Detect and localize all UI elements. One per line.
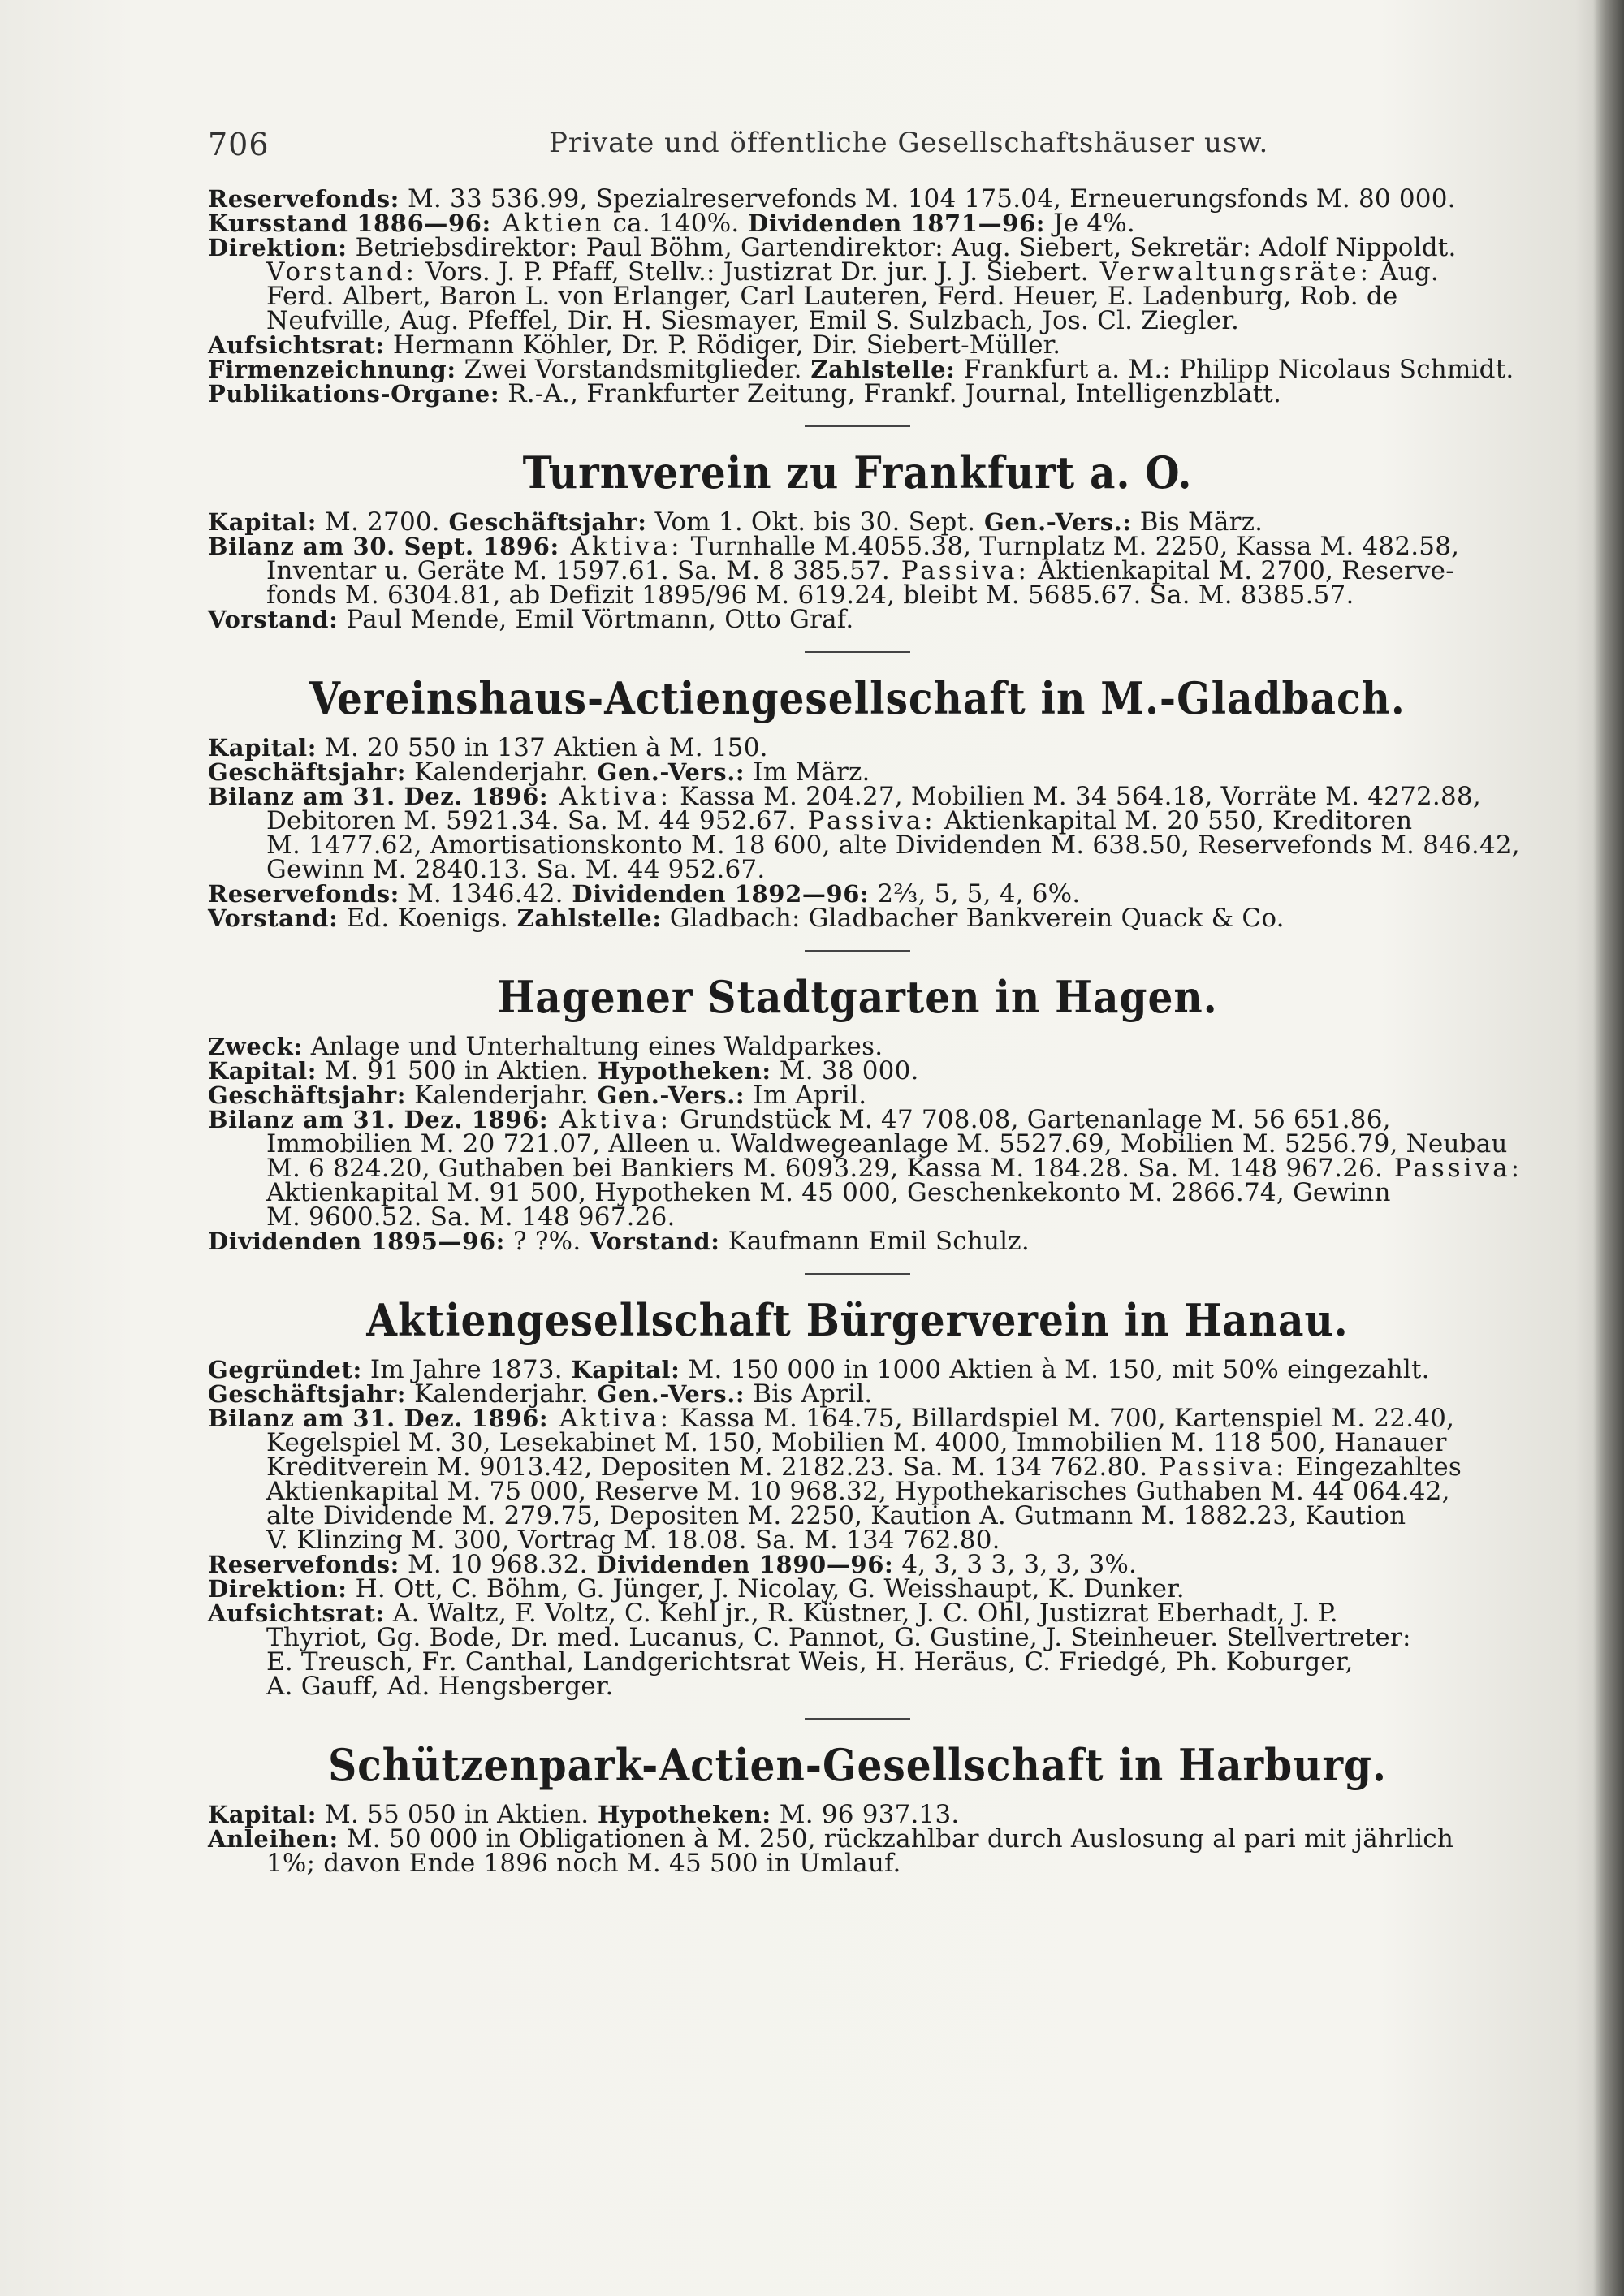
field-label: Direktion: [208,234,348,261]
text-line: Neufville, Aug. Pfeffel, Dir. H. Siesmayer, Emil S. Sulzbach, Jos. Cl. Ziegler. [266,306,1239,335]
text-line: A. Gauff, Ad. Hengsberger. [266,1672,614,1701]
field-value: M. 1346.42. [399,879,564,908]
section-divider [805,1273,910,1275]
field-label: Aufsichtsrat: [208,1599,385,1627]
field-label: Vorstand: [208,904,339,932]
entry-title: Hagener Stadtgarten in Hagen. [497,971,1218,1023]
field-value: Debitoren M. 5921.34. Sa. M. 44 952.67. [266,806,797,835]
field-value: 2⅔, 5, 5, 4, 6%. [869,879,1081,908]
field-value: Ed. Koenigs. [338,904,508,933]
entry-turnverein-frankfurt [208,448,1507,653]
text-line [208,1452,1507,1482]
section-divider [805,651,910,653]
field-label: Gen.-Vers.: [588,1380,745,1408]
field-value: Betriebsdirektor: Paul Böhm, Gartendirektor: Aug. Siebert, Sekretär: Adolf Nippoldt. [347,233,1457,262]
page-header [208,127,1504,167]
field-value: Paul Mende, Emil Vörtmann, Otto Graf. [338,605,854,634]
text-line [208,507,1507,537]
field-label: Vorstand: [581,1228,720,1255]
field-value: Turnhalle M.4055.38, Turnplatz M. 2250, Kassa M. 482.58, [682,532,1460,561]
field-label: Bilanz am 31. Dez. 1896: [208,783,549,810]
field-value: Kalenderjahr. [406,1081,589,1110]
field-label: Zahlstelle: [801,356,956,383]
entry-schuetzenpark-harburg [208,1739,1507,1878]
text-line: M. 1477.62, Amortisationskonto M. 18 600, alte Dividenden M. 638.50, Reservefonds M. 846.42, [266,831,1520,860]
field-value: Je 4%. [1045,209,1135,238]
field-value: Eingezahltes [1287,1452,1462,1482]
field-label: Dividenden 1890—96: [587,1551,894,1578]
entry-title: Vereinshaus-Actiengesellschaft in M.-Gladbach. [309,672,1406,724]
text-line: Kegelspiel M. 30, Lesekabinet M. 150, Mobilien M. 4000, Immobilien M. 118 500, Hanauer [266,1428,1447,1457]
field-value: Im März. [745,757,870,787]
entry-vereinshaus-gladbach [208,672,1520,952]
field-value: Hermann Köhler, Dr. P. Rödiger, Dir. Siebert-Müller. [384,330,1061,360]
field-label: Gen.-Vers.: [588,1081,745,1109]
text-line [208,1802,1507,1827]
text-line: alte Dividende M. 279.75, Depositen M. 2250, Kaution A. Gutmann M. 1882.23, Kaution [266,1501,1406,1530]
text-line [208,534,1507,559]
field-value: Aktienkapital M. 20 550, Kreditoren [935,806,1413,835]
text-line [208,257,1507,287]
text-line [208,1574,1507,1603]
text-line [208,1357,1507,1382]
field-value: Grundstück M. 47 708.08, Gartenanlage M. 56 651.86, [672,1105,1391,1134]
field-value: Kreditverein M. 9013.42, Depositen M. 2182.23. Sa. M. 134 762.80. [266,1452,1148,1482]
field-label: Reservefonds: [208,880,400,908]
field-label: Kapital: [208,1057,317,1085]
field-value: ? ?%. [504,1227,581,1256]
field-label: Reservefonds: [208,185,400,213]
field-value: M. 91 500 in Aktien. [317,1056,590,1085]
text-line [208,1034,1507,1059]
text-line: V. Klinzing M. 300, Vortrag M. 18.08. Sa. M. 134 762.80. [266,1526,1000,1555]
text-line [208,1824,1507,1854]
field-value: M. 20 550 in 137 Aktien à M. 150. [317,733,768,762]
field-label: Bilanz am 30. Sept. 1896: [208,533,559,560]
text-line [208,806,1507,835]
text-line [208,733,1507,762]
field-label: Gen.-Vers.: [975,508,1132,536]
field-value: Kaufmann Emil Schulz. [719,1227,1030,1256]
field-value: M. 150 000 in 1000 Aktien à M. 150, mit 50% eingezahlt. [680,1355,1430,1384]
field-value: R.-A., Frankfurter Zeitung, Frankf. Journal, Intelligenzblatt. [499,379,1282,408]
text-line [208,1552,1507,1577]
field-label: Aufsichtsrat: [208,331,385,359]
field-value: Aktienkapital M. 2700, Reserve- [1029,556,1454,585]
text-line [208,1107,1507,1132]
field-value: Vors. J. P. Pfaff, Stellv.: Justizrat Dr. jur. J. J. Siebert. [417,257,1089,287]
entry-title: Turnverein zu Frankfurt a. O. [522,447,1193,498]
text-line [208,607,1507,632]
field-value: Gladbach: Gladbacher Bankverein Quack & Co. [661,904,1285,933]
field-value: Im April. [745,1081,867,1110]
field-label: Geschäftsjahr: [208,1380,407,1408]
field-label: Geschäftsjahr: [208,1081,407,1109]
field-label: Zahlstelle: [508,904,662,932]
field-value: Frankfurt a. M.: Philipp Nicolaus Schmidt. [955,355,1514,384]
text-line: Immobilien M. 20 721.07, Alleen u. Waldwegeanlage M. 5527.69, Mobilien M. 5256.79, Neubau [266,1129,1508,1159]
spaced-word: Aktiva: [548,782,672,811]
field-label: Kapital: [208,508,317,536]
field-value: H. Ott, C. Böhm, G. Jünger, J. Nicolay, G. Weisshaupt, K. Dunker. [347,1574,1185,1603]
text-line: M. 9600.52. Sa. M. 148 967.26. [266,1202,676,1232]
spaced-word: Passiva: [1383,1154,1523,1183]
field-label: Kapital: [208,1801,317,1828]
field-value: Zwei Vorstandsmitglieder. [456,355,802,384]
field-label: Publikations-Organe: [208,380,500,408]
field-label: Firmenzeichnung: [208,356,456,383]
field-label: Dividenden 1892—96: [563,880,870,908]
field-label: Geschäftsjahr: [439,508,647,536]
entry-continuation [208,184,1514,427]
text-line [208,904,1507,933]
spaced-word: Vorstand: [266,257,418,287]
section-divider [805,425,910,427]
text-line [208,757,1507,787]
field-label: Kursstand 1886—96: [208,209,491,237]
field-value: M. 55 050 in Aktien. [317,1800,590,1829]
text-line [208,556,1507,585]
field-value: Anlage und Unterhaltung eines Waldparkes. [302,1032,883,1061]
field-label: Gegründet: [208,1356,362,1383]
field-label: Geschäftsjahr: [208,758,407,786]
section-divider [805,950,910,952]
field-value: 4, 3, 3 3, 3, 3, 3%. [893,1550,1138,1579]
field-label: Kapital: [562,1356,680,1383]
text-line [208,1081,1507,1110]
field-label: Hypotheken: [589,1057,771,1085]
page-number: 706 [208,127,270,162]
field-label: Bilanz am 31. Dez. 1896: [208,1405,549,1432]
text-line [208,1154,1523,1183]
field-value: Bis März. [1131,507,1263,537]
text-line: Aktienkapital M. 91 500, Hypotheken M. 45 000, Geschenkekonto M. 2866.74, Gewinn [266,1178,1391,1207]
spaced-word: Passiva: [889,556,1030,585]
spaced-word: Verwaltungsräte: [1088,257,1372,287]
field-value: Kassa M. 204.27, Mobilien M. 34 564.18, Vorräte M. 4272.88, [672,782,1481,811]
text-line [208,784,1507,809]
entry-buergerverein-hanau [208,1296,1507,1720]
text-line [208,1229,1507,1254]
text-line [208,209,1507,238]
field-label: Kapital: [208,734,317,762]
spaced-word: Aktiva: [559,532,683,561]
entry-hagener-stadtgarten [208,971,1523,1275]
field-label: Zweck: [208,1033,303,1060]
field-value: M. 10 968.32. [399,1550,588,1579]
text-line [208,1379,1507,1409]
field-label: Dividenden 1871—96: [739,209,1046,237]
section-divider [805,1718,910,1720]
spaced-word: Aktien [490,209,605,238]
field-label: Bilanz am 31. Dez. 1896: [208,1106,549,1133]
field-value: Aug. [1371,257,1439,287]
field-value: Inventar u. Geräte M. 1597.61. Sa. M. 8 385.57. [266,556,890,585]
field-value: Im Jahre 1873. [361,1355,563,1384]
field-value: M. 33 536.99, Spezialreservefonds M. 104 175.04, Erneuerungsfonds M. 80 000. [399,184,1456,214]
text-line: E. Treusch, Fr. Canthal, Landgerichtsrat Weis, H. Heräus, C. Friedgé, Ph. Koburger, [266,1647,1354,1677]
text-line [208,330,1507,360]
spaced-word: Aktiva: [548,1404,672,1433]
field-value: Kalenderjahr. [406,757,589,787]
text-line: fonds M. 6304.81, ab Defizit 1895/96 M. 619.24, bleibt M. 5685.67. Sa. M. 8385.57. [266,580,1354,610]
field-label: Gen.-Vers.: [588,758,745,786]
field-value: Kassa M. 164.75, Billardspiel M. 700, Kartenspiel M. 22.40, [672,1404,1455,1433]
entry-title: Aktiengesellschaft Bürgerverein in Hanau. [366,1294,1349,1346]
field-label: Hypotheken: [589,1801,771,1828]
spaced-word: Aktiva: [548,1105,672,1134]
text-line [208,184,1507,214]
text-line: Aktienkapital M. 75 000, Reserve M. 10 968.32, Hypothekarisches Guthaben M. 44 064.42, [266,1477,1450,1506]
field-label: Dividenden 1895—96: [208,1228,505,1255]
running-title: Private und öffentliche Gesellschaftshäuser usw. [549,127,1269,159]
entry-title: Schützenpark-Actien-Gesellschaft in Harburg. [328,1739,1387,1791]
text-line: 1%; davon Ende 1896 noch M. 45 500 in Umlauf. [266,1849,901,1878]
field-value: M. 6 824.20, Guthaben bei Bankiers M. 6093.29, Kassa M. 184.28. Sa. M. 148 967.26. [266,1154,1384,1183]
field-value: M. 2700. [317,507,440,537]
field-label: Vorstand: [208,606,339,633]
field-value: M. 38 000. [771,1056,919,1085]
field-value: Vom 1. Okt. bis 30. Sept. [646,507,976,537]
text-line [208,1599,1507,1628]
field-value: A. Waltz, F. Voltz, C. Kehl jr., R. Küstner, J. C. Ohl, Justizrat Eberhadt, J. P. [384,1599,1338,1628]
field-value: Bis April. [745,1379,873,1409]
field-value: M. 50 000 in Obligationen à M. 250, rückzahlbar durch Auslosung al pari mit jährlich [338,1824,1454,1854]
field-label: Anleihen: [208,1825,339,1853]
page-content [208,184,1523,1878]
text-line [208,379,1507,408]
field-value: Kalenderjahr. [406,1379,589,1409]
spaced-word: Passiva: [796,806,936,835]
text-line: Ferd. Albert, Baron L. von Erlanger, Carl Lauteren, Ferd. Heuer, E. Ladenburg, Rob. de [266,282,1398,311]
text-line [208,1406,1507,1431]
spaced-word: Passiva: [1147,1452,1288,1482]
field-value: M. 96 937.13. [771,1800,960,1829]
text-line [208,355,1514,384]
text-line: Thyriot, Gg. Bode, Dr. med. Lucanus, C. Pannot, G. Gustine, J. Steinheuer. Stellvertreter: [266,1623,1411,1652]
page-edge-shadow [1593,0,1624,2296]
field-label: Reservefonds: [208,1551,400,1578]
text-line [208,879,1507,908]
text-line [208,235,1507,260]
field-value: ca. 140%. [604,209,740,238]
field-label: Direktion: [208,1575,348,1603]
text-line [208,1056,1507,1085]
text-line: Gewinn M. 2840.13. Sa. M. 44 952.67. [266,855,766,884]
